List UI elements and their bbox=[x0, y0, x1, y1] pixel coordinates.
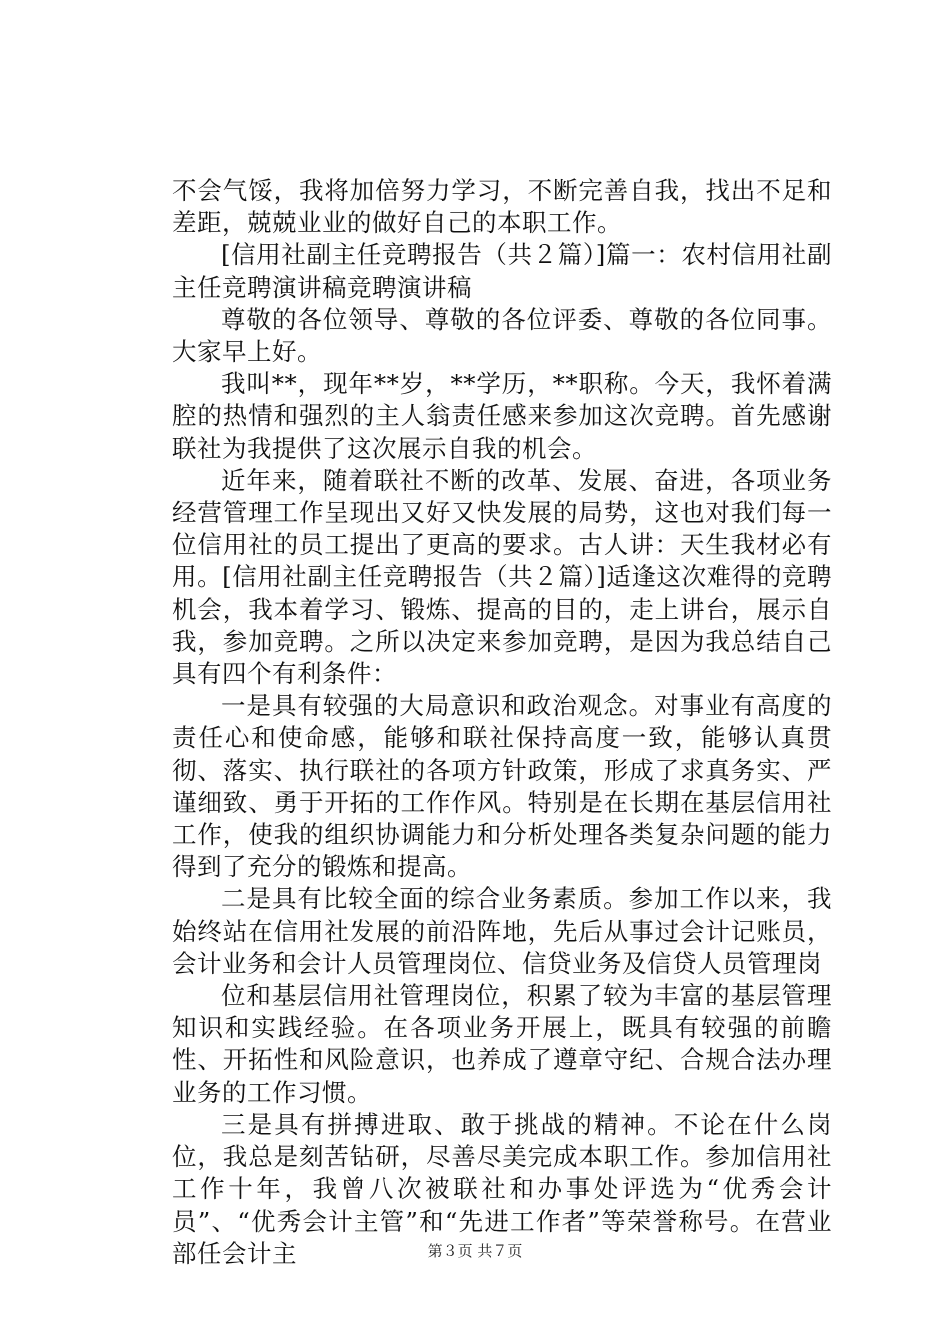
page-number-footer: 第３页 共７页 bbox=[427, 1242, 523, 1260]
paragraph-7: 二是具有比较全面的综合业务素质。参加工作以来，我始终站在信用社发展的前沿阵地，先后从事过会计记账员，会计业务和会计人员管理岗位、信贷业务及信贷人员管理岗 bbox=[172, 884, 832, 978]
paragraph-5: 近年来，随着联社不断的改革、发展、奋进，各项业务经营管理工作呈现出又好又快发展的局势，这也对我们每一位信用社的员工提出了更高的要求。古人讲：天生我材必有用。[信用社副主任竞聘报告（共２篇）]适逢这次难得的竞聘机会，我本着学习、锻炼、提高的目的，走上讲台，展示自我，参加竞聘。之所以决定来参加竞聘，是因为我总结自己具有四个有利条件： bbox=[172, 465, 832, 689]
paragraph-3: 尊敬的各位领导、尊敬的各位评委、尊敬的各位同事。大家早上好。 bbox=[172, 304, 832, 367]
paragraph-8: 位和基层信用社管理岗位，积累了较为丰富的基层管理知识和实践经验。在各项业务开展上，既具有较强的前瞻性、开拓性和风险意识，也养成了遵章守纪、合规合法办理业务的工作习惯。 bbox=[172, 981, 832, 1107]
paragraph-6: 一是具有较强的大局意识和政治观念。对事业有高度的责任心和使命感，能够和联社保持高度一致，能够认真贯彻、落实、执行联社的各项方针政策，形成了求真务实、严谨细致、勇于开拓的工作作风。特别是在长期在基层信用社工作，使我的组织协调能力和分析处理各类复杂问题的能力得到了充分的锻炼和提高。 bbox=[172, 691, 832, 882]
paragraph-2: [信用社副主任竞聘报告（共２篇）]篇一：农村信用社副主任竞聘演讲稿竞聘演讲稿 bbox=[172, 240, 832, 302]
paragraph-9: 三是具有拼搏进取、敢于挑战的精神。不论在什么岗位，我总是刻苦钻研，尽善尽美完成本职工作。参加信用社工作十年，我曾八次被联社和办事处评选为“优秀会计员”、“优秀会计主管”和“先进工作者”等荣誉称号。在营业部任会计主 bbox=[172, 1109, 832, 1268]
paragraph-4: 我叫**，现年**岁，**学历，**职称。今天，我怀着满腔的热情和强烈的主人翁责任感来参加这次竞聘。首先感谢联社为我提供了这次展示自我的机会。 bbox=[172, 369, 832, 463]
paragraph-1: 不会气馁，我将加倍努力学习，不断完善自我，找出不足和差距，兢兢业业的做好自己的本职工作。 bbox=[172, 176, 832, 238]
document-body bbox=[172, 175, 832, 1270]
